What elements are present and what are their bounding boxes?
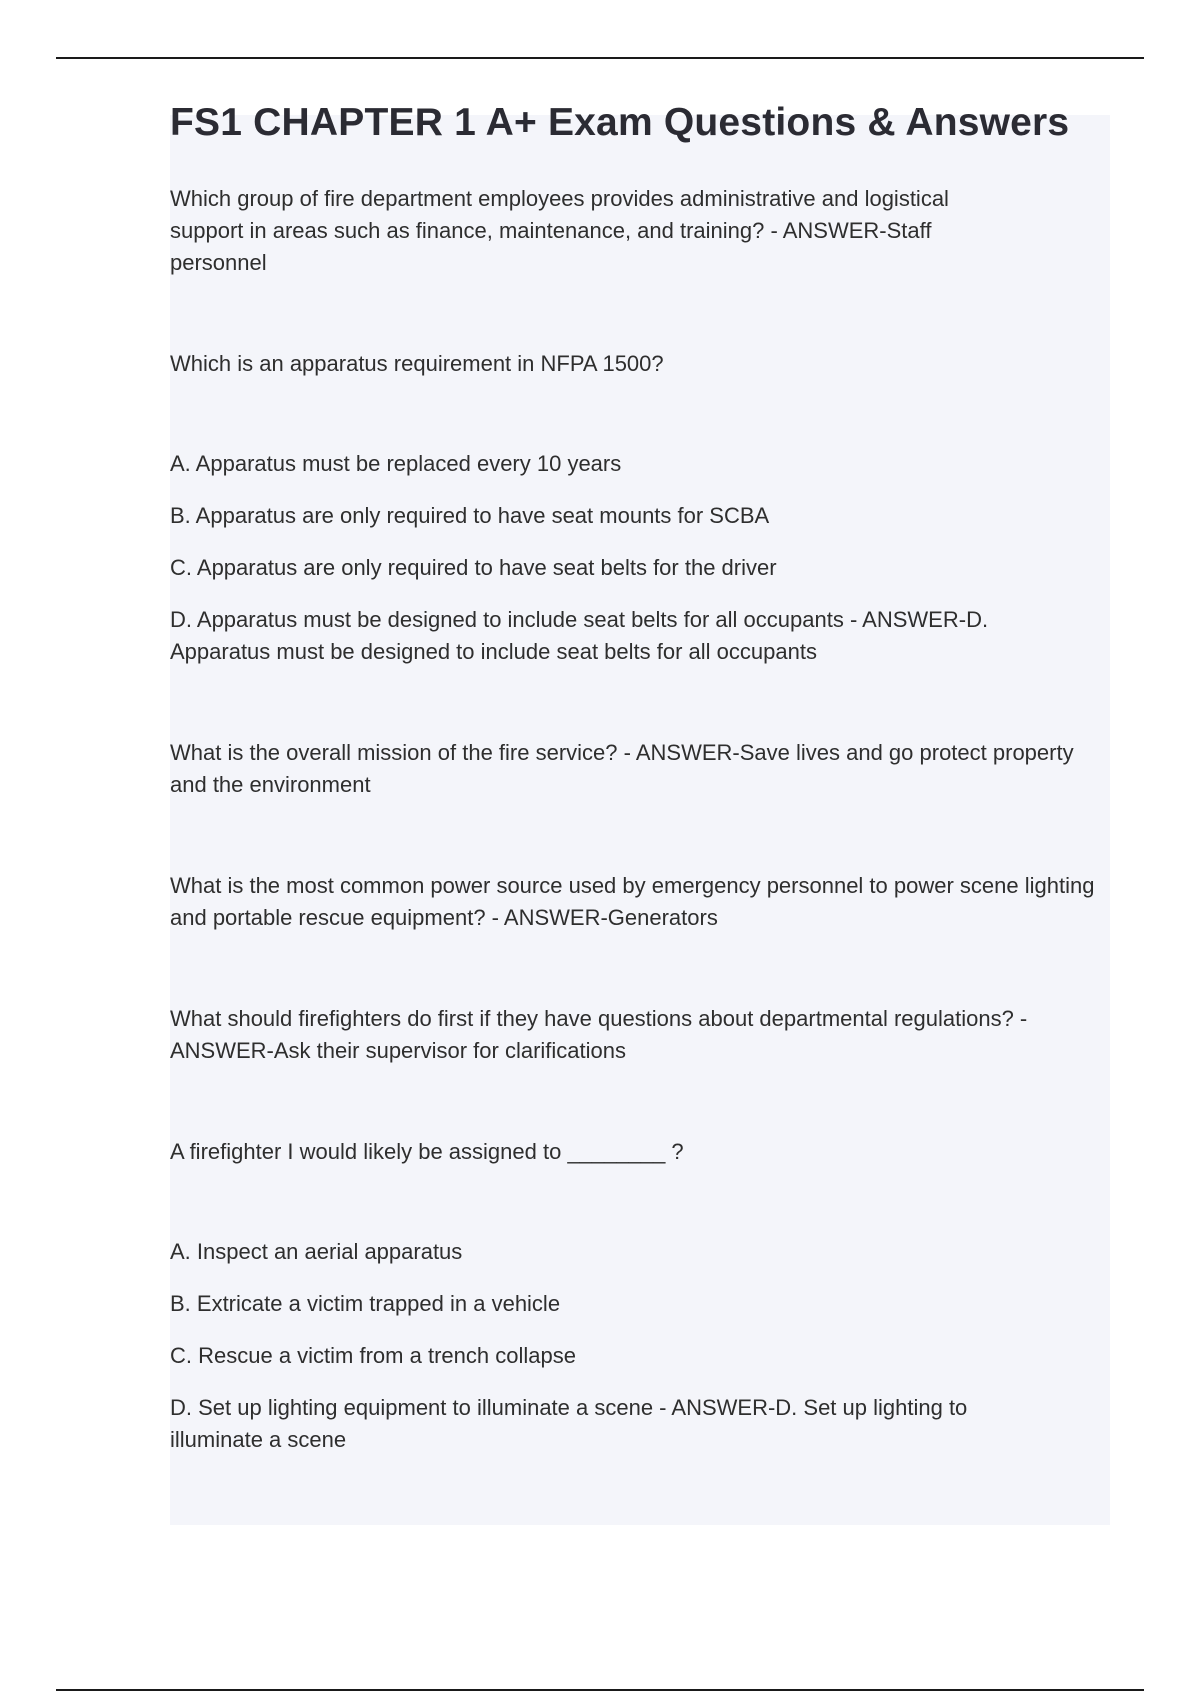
document-title: FS1 CHAPTER 1 A+ Exam Questions & Answers <box>170 101 1070 144</box>
qa-text: What is the overall mission of the fire service? - ANSWER-Save lives and go protect property and the environment <box>170 740 1074 797</box>
qa-text: Which group of fire department employees provides administrative and logistical support in areas such as finance, maintenance, and training? - ANSWER-Staff personnel <box>170 186 949 275</box>
document-body <box>170 95 1130 1456</box>
qa-item-4 <box>170 870 1115 934</box>
qa-text: What should firefighters do first if they have questions about departmental regulations? - ANSWER-Ask their supervisor for clarifications <box>170 1006 1028 1063</box>
footer-rule <box>56 1689 1144 1691</box>
option-b: B. Extricate a victim trapped in a vehicle <box>170 1291 561 1316</box>
header-rule <box>56 57 1144 59</box>
qa-item-1 <box>170 183 1020 279</box>
qa-item-3 <box>170 737 1075 801</box>
qa-item-6 <box>170 1136 1090 1456</box>
option-a: A. Inspect an aerial apparatus <box>170 1239 463 1264</box>
option-c: C. Apparatus are only required to have seat belts for the driver <box>170 555 777 580</box>
option-a: A. Apparatus must be replaced every 10 years <box>170 451 622 476</box>
qa-item-2 <box>170 348 1090 668</box>
option-d: D. Set up lighting equipment to illuminate a scene - ANSWER-D. Set up lighting to illuminate a scene <box>170 1395 968 1452</box>
qa-text: What is the most common power source used by emergency personnel to power scene lighting and portable rescue equipment? - ANSWER-Generators <box>170 873 1095 930</box>
option-b: B. Apparatus are only required to have seat mounts for SCBA <box>170 503 770 528</box>
question-stem: Which is an apparatus requirement in NFPA 1500? <box>170 351 664 376</box>
option-c: C. Rescue a victim from a trench collapse <box>170 1343 576 1368</box>
qa-item-5 <box>170 1003 1130 1067</box>
option-d: D. Apparatus must be designed to include seat belts for all occupants - ANSWER-D. Apparatus must be designed to include seat belts for all occupants <box>170 607 989 664</box>
question-stem: A firefighter I would likely be assigned to ________ ? <box>170 1139 684 1164</box>
